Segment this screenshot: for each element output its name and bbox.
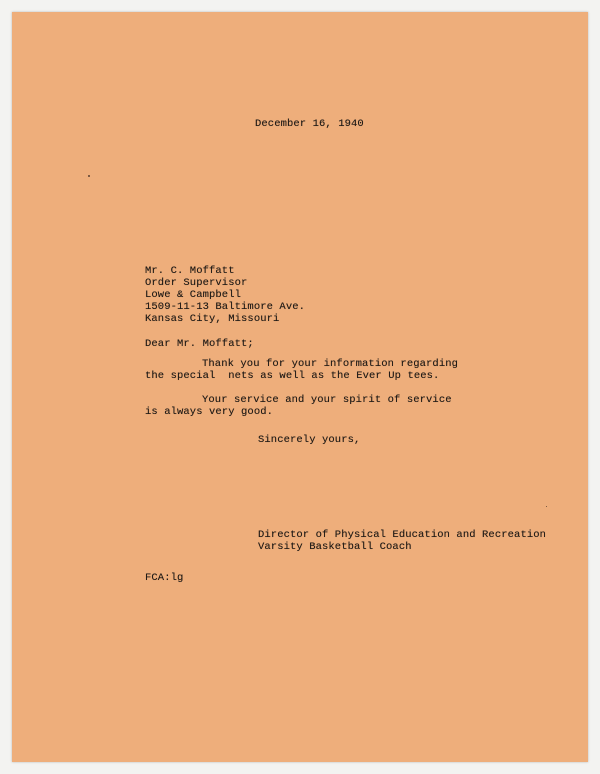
recipient-street: 1509-11-13 Baltimore Ave.	[145, 301, 306, 313]
signature-title: Director of Physical Education and Recreation	[258, 529, 547, 541]
paragraph-line: Thank you for your information regarding	[202, 358, 459, 370]
paper-speck	[546, 506, 547, 507]
paragraph-line: Your service and your spirit of service	[202, 394, 452, 406]
recipient-city: Kansas City, Missouri	[145, 313, 280, 325]
signature-subtitle: Varsity Basketball Coach	[258, 541, 412, 553]
paragraph-line: the special nets as well as the Ever Up tees.	[145, 370, 440, 382]
paper-speck	[88, 175, 90, 177]
recipient-title: Order Supervisor	[145, 277, 248, 289]
salutation: Dear Mr. Moffatt;	[145, 338, 254, 350]
closing: Sincerely yours,	[258, 434, 361, 446]
letter-page	[12, 12, 588, 762]
recipient-name: Mr. C. Moffatt	[145, 265, 235, 277]
typist-initials: FCA:lg	[145, 572, 184, 584]
letter-date: December 16, 1940	[255, 118, 364, 130]
paragraph-line: is always very good.	[145, 406, 274, 418]
recipient-company: Lowe & Campbell	[145, 289, 242, 301]
